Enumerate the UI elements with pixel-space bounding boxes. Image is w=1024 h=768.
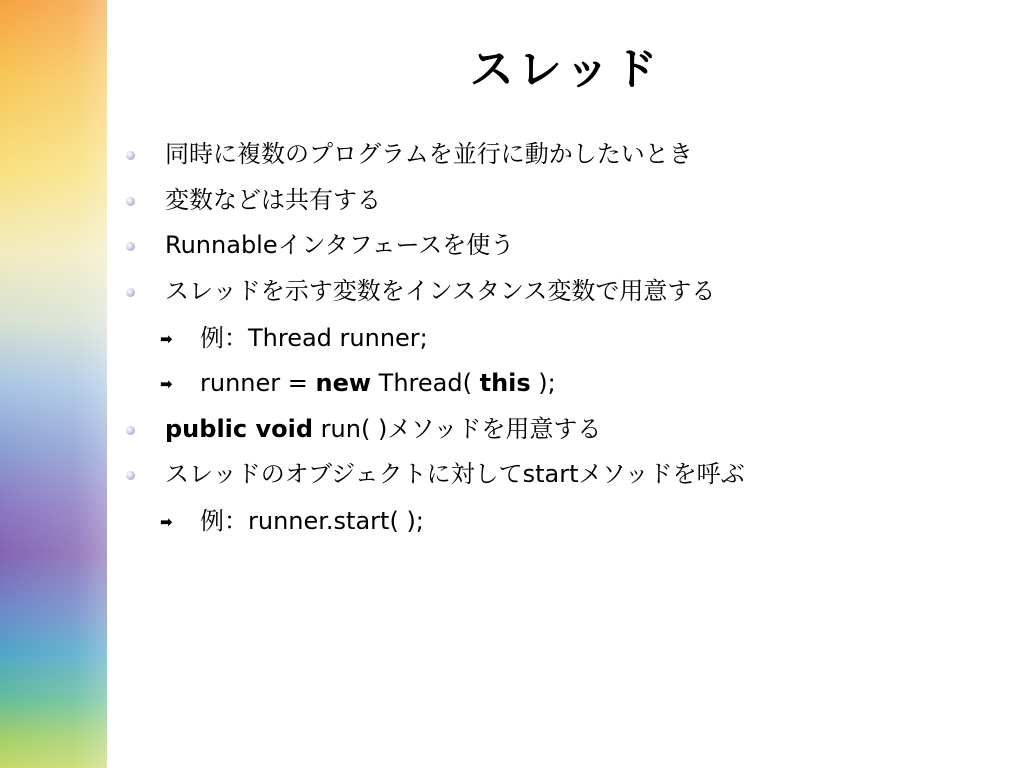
bullet-text-rest: run( )メソッドを用意する [313, 415, 602, 443]
arrow-bullet-icon: ➡ [160, 375, 173, 393]
bullet-text: 同時に複数のプログラムを並行に動かしたいとき [165, 140, 693, 168]
round-bullet-icon [126, 426, 135, 435]
bullet-item [0, 228, 1024, 262]
round-bullet-icon [126, 471, 135, 480]
keyword-public-void: public void [165, 415, 314, 443]
bullet-item [0, 274, 1024, 308]
round-bullet-icon [126, 288, 135, 297]
slide-title: スレッド [469, 44, 662, 95]
arrow-bullet-icon: ➡ [160, 330, 173, 348]
sub-bullet-text [200, 366, 556, 400]
code-text: runner = [200, 369, 316, 397]
sub-bullet-text: 例：Thread runner; [200, 324, 428, 352]
sub-bullet-item [0, 366, 1024, 400]
bullet-text: 変数などは共有する [165, 186, 381, 214]
code-text: Thread( [371, 369, 480, 397]
bullet-text [165, 412, 601, 446]
keyword-this: this [479, 369, 531, 397]
sub-bullet-item [0, 321, 1024, 355]
keyword-new: new [315, 369, 372, 397]
bullet-text: Runnableインタフェースを使う [165, 231, 515, 259]
round-bullet-icon [126, 151, 135, 160]
bullet-text: スレッドのオブジェクトに対してstartメソッドを呼ぶ [165, 460, 745, 488]
bullet-text: スレッドを示す変数をインスタンス変数で用意する [165, 277, 716, 305]
bullet-item [0, 183, 1024, 217]
bullet-item [0, 137, 1024, 171]
code-text: ); [530, 369, 556, 397]
round-bullet-icon [126, 242, 135, 251]
round-bullet-icon [126, 197, 135, 206]
sub-bullet-text: 例：runner.start( ); [200, 507, 424, 535]
bullet-item [0, 412, 1024, 446]
arrow-bullet-icon: ➡ [160, 513, 173, 531]
bullet-item [0, 457, 1024, 491]
sub-bullet-item [0, 504, 1024, 538]
